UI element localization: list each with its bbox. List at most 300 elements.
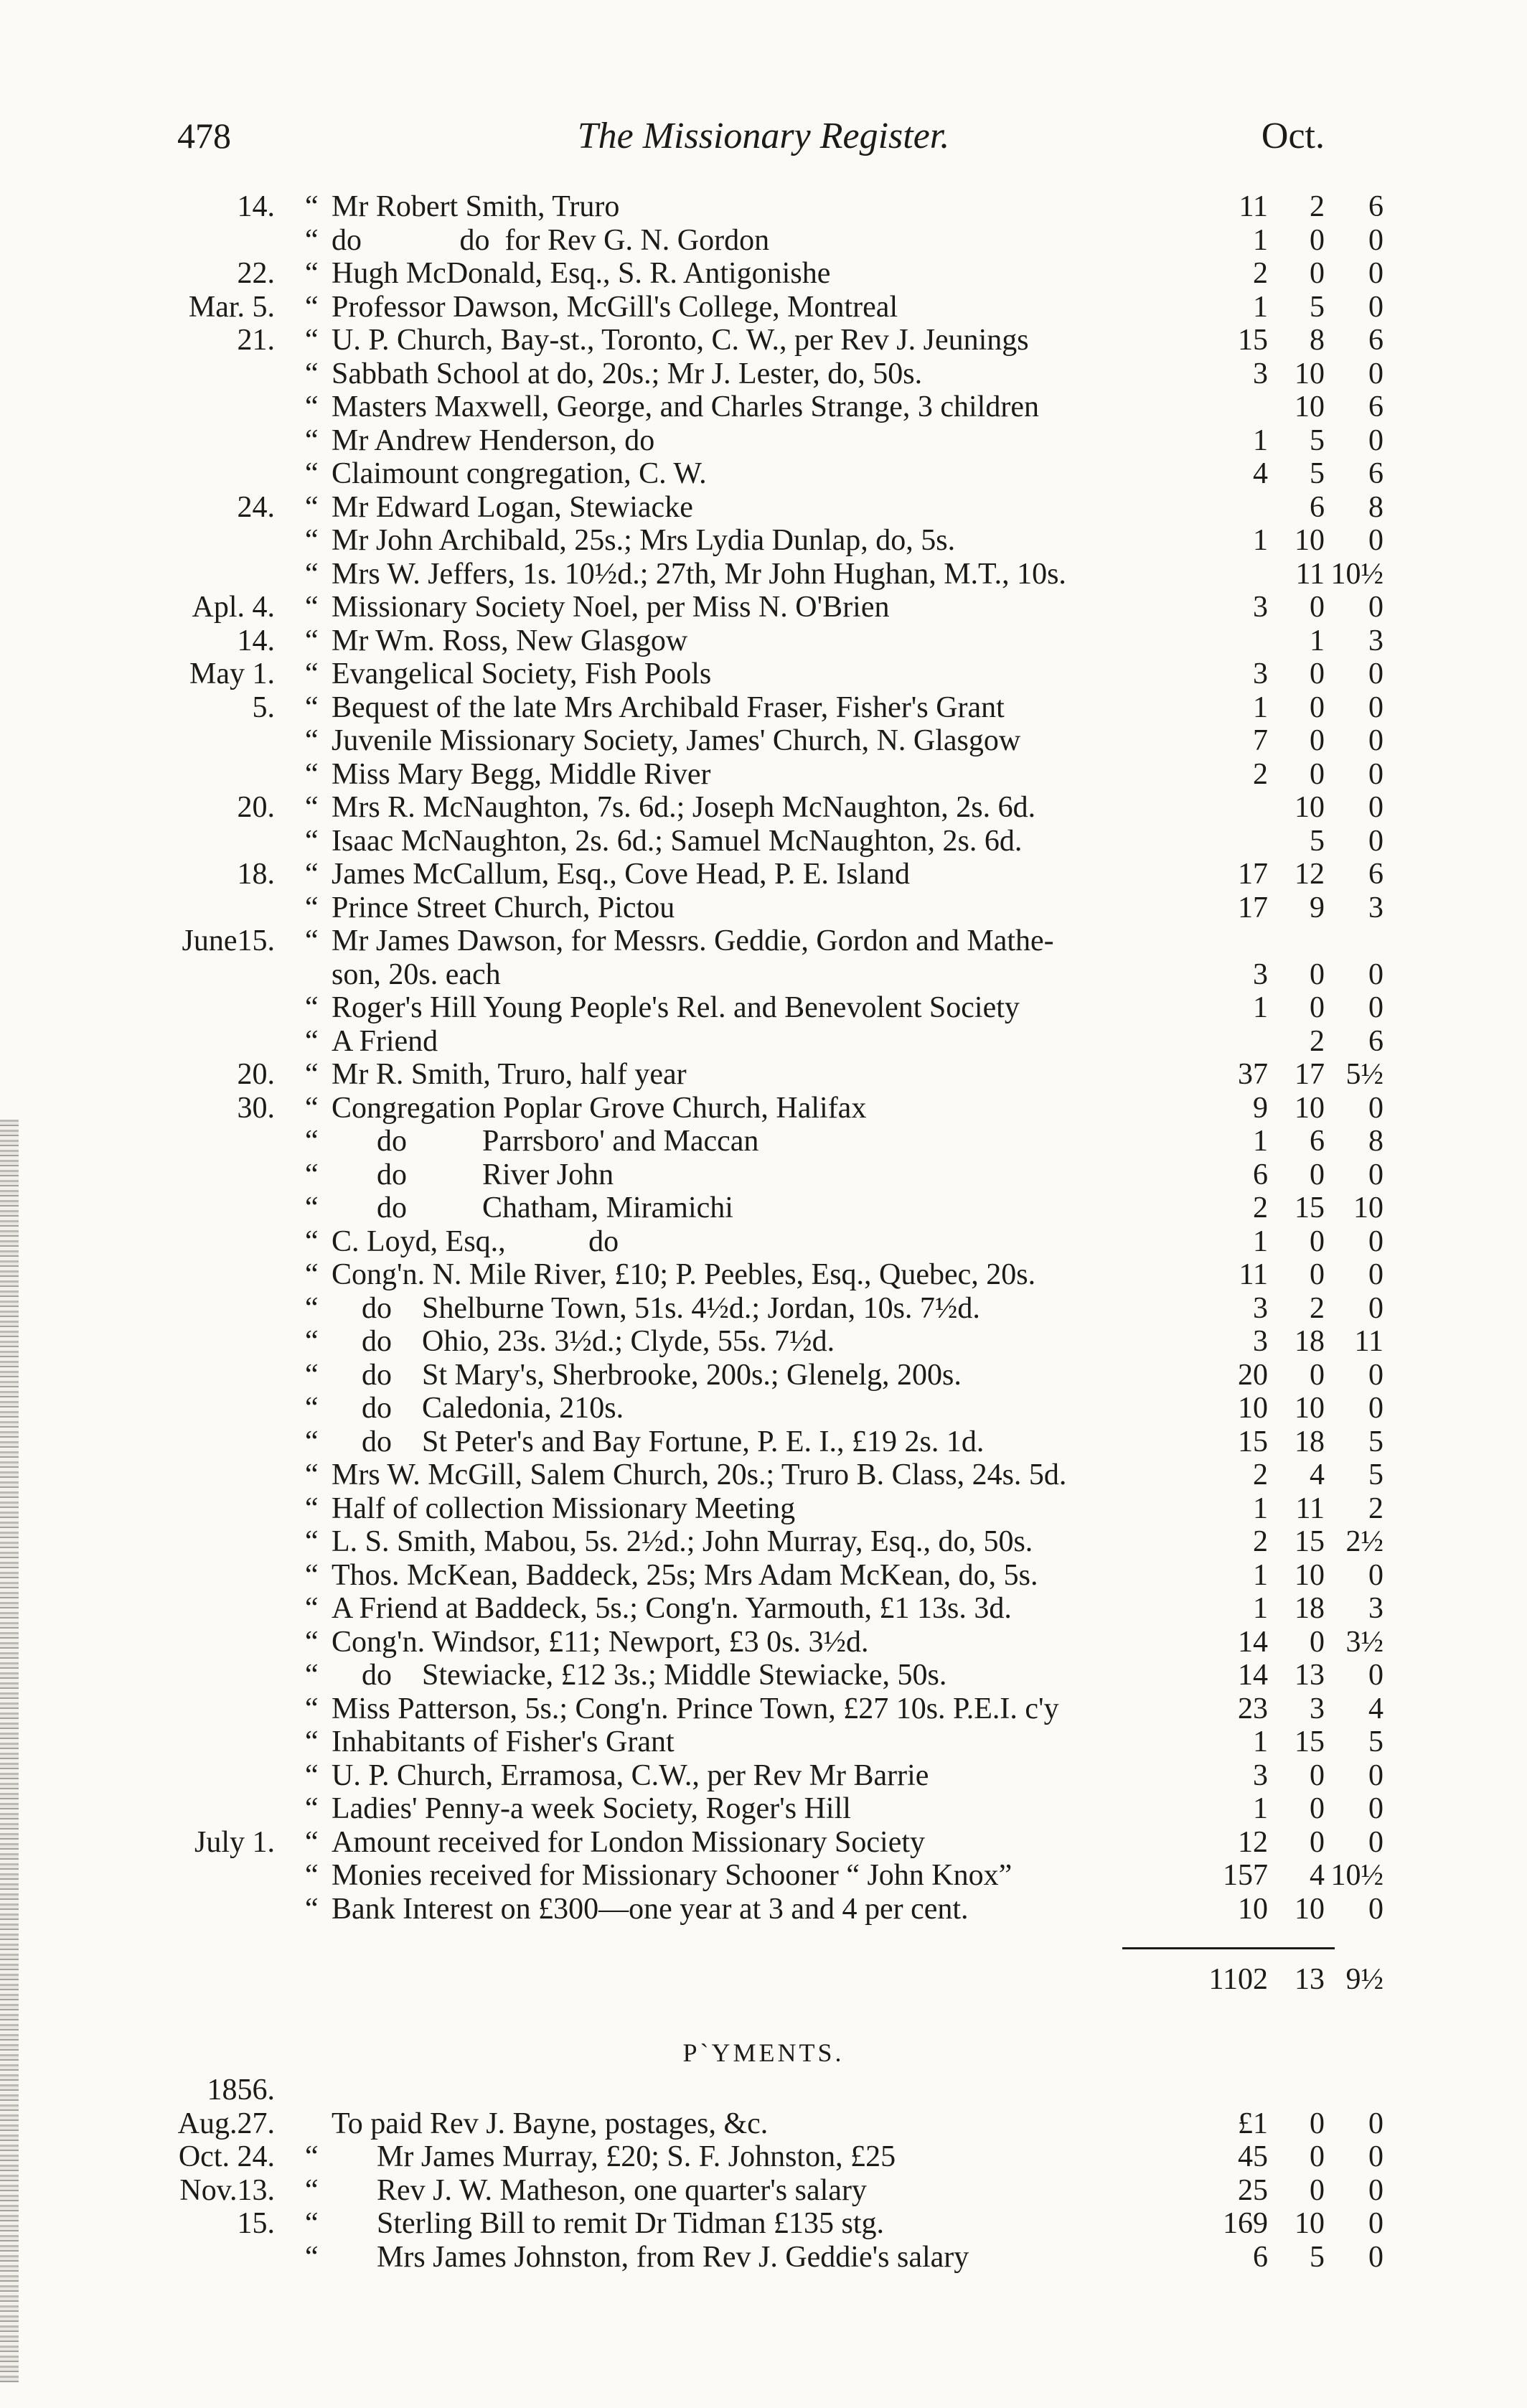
ledger-row bbox=[0, 1859, 1527, 1892]
ditto-mark: “ bbox=[305, 1892, 319, 1926]
ditto-mark: “ bbox=[305, 1491, 319, 1525]
amount-pence: 6 bbox=[1368, 1024, 1383, 1058]
amount-shillings: 15 bbox=[1295, 1725, 1325, 1758]
entry-description: Sterling Bill to remit Dr Tidman £135 stg. bbox=[332, 2207, 885, 2240]
entry-description: U. P. Church, Bay-st., Toronto, C. W., per Rev J. Jeunings bbox=[332, 324, 1029, 357]
amount-pounds: 1 bbox=[1253, 1491, 1268, 1525]
ditto-mark: “ bbox=[305, 1592, 319, 1625]
amount-shillings: 0 bbox=[1310, 1358, 1325, 1392]
ditto-mark: “ bbox=[305, 1191, 319, 1224]
entry-description: Masters Maxwell, George, and Charles Strange, 3 children bbox=[332, 390, 1039, 423]
ditto-mark: “ bbox=[305, 657, 319, 690]
ditto-mark: “ bbox=[305, 1525, 319, 1558]
entry-description: A Friend bbox=[332, 1024, 438, 1058]
ditto-mark: “ bbox=[305, 690, 319, 724]
ditto-mark: “ bbox=[305, 1692, 319, 1725]
amount-pounds: 9 bbox=[1253, 1091, 1268, 1125]
amount-shillings: 9 bbox=[1310, 891, 1325, 924]
amount-pence: 0 bbox=[1368, 2107, 1383, 2140]
entry-description: do Parrsboro' and Maccan bbox=[332, 1125, 759, 1158]
amount-pounds: 20 bbox=[1238, 1358, 1268, 1392]
amount-shillings: 8 bbox=[1310, 324, 1325, 357]
entry-description: Rev J. W. Matheson, one quarter's salary bbox=[332, 2173, 867, 2207]
ditto-mark: “ bbox=[305, 457, 319, 490]
amount-pounds: 17 bbox=[1238, 891, 1268, 924]
entry-description: Mr Edward Logan, Stewiacke bbox=[332, 490, 693, 524]
amount-pence: 0 bbox=[1368, 757, 1383, 791]
amount-pence: 0 bbox=[1368, 290, 1383, 324]
ditto-mark: “ bbox=[305, 724, 319, 757]
ditto-mark: “ bbox=[305, 1758, 319, 1792]
amount-pence: 0 bbox=[1368, 2140, 1383, 2173]
entry-description: C. Loyd, Esq., do bbox=[332, 1224, 619, 1258]
ledger-row bbox=[0, 825, 1527, 858]
entry-description: do Ohio, 23s. 3½d.; Clyde, 55s. 7½d. bbox=[332, 1325, 835, 1358]
ledger-row bbox=[0, 2107, 1527, 2140]
ledger-row bbox=[0, 1025, 1527, 1058]
amount-pence: 0 bbox=[1368, 1258, 1383, 1291]
ledger-row bbox=[0, 2140, 1527, 2173]
ditto-mark: “ bbox=[305, 1725, 319, 1758]
amount-pounds: 6 bbox=[1253, 2240, 1268, 2274]
amount-pence: 0 bbox=[1368, 1224, 1383, 1258]
amount-shillings: 0 bbox=[1310, 1158, 1325, 1191]
entry-description: Mrs W. Jeffers, 1s. 10½d.; 27th, Mr John Hughan, M.T., 10s. bbox=[332, 557, 1066, 591]
amount-shillings: 10 bbox=[1295, 390, 1325, 423]
amount-pounds: 3 bbox=[1253, 1325, 1268, 1358]
ditto-mark: “ bbox=[305, 991, 319, 1024]
ledger-row bbox=[0, 558, 1527, 591]
amount-shillings: 15 bbox=[1295, 1191, 1325, 1224]
ledger-row bbox=[0, 1592, 1527, 1625]
ditto-mark: “ bbox=[305, 1859, 319, 1892]
amount-pounds: 4 bbox=[1253, 457, 1268, 490]
entry-description: do St Peter's and Bay Fortune, P. E. I., £19 2s. 1d. bbox=[332, 1425, 985, 1458]
ledger-row bbox=[0, 457, 1527, 490]
amount-pence: 0 bbox=[1368, 1659, 1383, 1692]
entry-date: Aug.27. bbox=[177, 2107, 275, 2140]
amount-pence: 6 bbox=[1368, 324, 1383, 357]
amount-shillings: 0 bbox=[1310, 1825, 1325, 1859]
ledger-row bbox=[0, 1292, 1527, 1325]
entry-description: Hugh McDonald, Esq., S. R. Antigonishe bbox=[332, 257, 831, 290]
amount-shillings: 4 bbox=[1310, 1458, 1325, 1491]
amount-pounds: 17 bbox=[1238, 858, 1268, 891]
ditto-mark: “ bbox=[305, 1291, 319, 1325]
amount-pounds: 25 bbox=[1238, 2173, 1268, 2207]
entry-description: Congregation Poplar Grove Church, Halifax bbox=[332, 1091, 867, 1125]
payments-heading: P`YMENTS. bbox=[682, 2038, 845, 2067]
amount-pounds: 2 bbox=[1253, 1525, 1268, 1558]
entry-description: Mr R. Smith, Truro, half year bbox=[332, 1058, 687, 1091]
amount-shillings: 0 bbox=[1310, 690, 1325, 724]
amount-shillings: 18 bbox=[1295, 1592, 1325, 1625]
amount-shillings: 12 bbox=[1295, 858, 1325, 891]
amount-pence: 0 bbox=[1368, 357, 1383, 390]
amount-pence: 0 bbox=[1368, 690, 1383, 724]
ledger-row bbox=[0, 657, 1527, 690]
ledger-row bbox=[0, 2074, 1527, 2107]
amount-pence: 0 bbox=[1368, 1091, 1383, 1125]
ditto-mark: “ bbox=[305, 858, 319, 891]
entry-description: do Shelburne Town, 51s. 4½d.; Jordan, 10s. 7½d. bbox=[332, 1291, 980, 1325]
amount-shillings: 2 bbox=[1310, 190, 1325, 223]
ditto-mark: “ bbox=[305, 1125, 319, 1158]
ledger-row bbox=[0, 1191, 1527, 1224]
amount-pence: 0 bbox=[1368, 2207, 1383, 2240]
amount-shillings: 2 bbox=[1310, 1291, 1325, 1325]
ledger-row bbox=[0, 1425, 1527, 1458]
ledger-row bbox=[0, 891, 1527, 924]
amount-shillings: 0 bbox=[1310, 657, 1325, 690]
amount-pounds: 1 bbox=[1253, 290, 1268, 324]
amount-pounds: 2 bbox=[1253, 1191, 1268, 1224]
amount-pence: 0 bbox=[1368, 957, 1383, 991]
ditto-mark: “ bbox=[305, 257, 319, 290]
amount-pence: 0 bbox=[1368, 1792, 1383, 1825]
amount-shillings: 0 bbox=[1310, 1625, 1325, 1659]
entry-description: Missionary Society Noel, per Miss N. O'Brien bbox=[332, 591, 890, 624]
amount-shillings: 0 bbox=[1310, 724, 1325, 757]
ledger-row bbox=[0, 1792, 1527, 1825]
entry-description: Juvenile Missionary Society, James' Church, N. Glasgow bbox=[332, 724, 1021, 757]
amount-pounds: 1 bbox=[1253, 1592, 1268, 1625]
ditto-mark: “ bbox=[305, 324, 319, 357]
ledger-row bbox=[0, 1158, 1527, 1191]
amount-pounds: 15 bbox=[1238, 324, 1268, 357]
amount-shillings: 0 bbox=[1310, 1758, 1325, 1792]
ditto-mark: “ bbox=[305, 1558, 319, 1592]
amount-pence: 0 bbox=[1368, 1892, 1383, 1926]
ditto-mark: “ bbox=[305, 2207, 319, 2240]
entry-description: do Chatham, Miramichi bbox=[332, 1191, 733, 1224]
amount-pounds: 3 bbox=[1253, 1758, 1268, 1792]
entry-description: U. P. Church, Erramosa, C.W., per Rev Mr Barrie bbox=[332, 1758, 929, 1792]
ditto-mark: “ bbox=[305, 423, 319, 457]
entry-description: Claimount congregation, C. W. bbox=[332, 457, 707, 490]
page-title: The Missionary Register. bbox=[577, 116, 950, 156]
amount-pounds: 1 bbox=[1253, 1224, 1268, 1258]
ditto-mark: “ bbox=[305, 1625, 319, 1659]
entry-date: 22. bbox=[237, 257, 275, 290]
total-rule bbox=[1122, 1947, 1335, 1949]
amount-pence: 0 bbox=[1368, 591, 1383, 624]
amount-shillings: 0 bbox=[1310, 2173, 1325, 2207]
entry-description: Bequest of the late Mrs Archibald Fraser, Fisher's Grant bbox=[332, 690, 1005, 724]
entry-description: A Friend at Baddeck, 5s.; Cong'n. Yarmouth, £1 13s. 3d. bbox=[332, 1592, 1012, 1625]
amount-pence: 0 bbox=[1368, 991, 1383, 1024]
entry-date: 20. bbox=[237, 1058, 275, 1091]
ledger-row bbox=[0, 291, 1527, 324]
ledger-row bbox=[0, 2174, 1527, 2207]
amount-pence: 6 bbox=[1368, 457, 1383, 490]
amount-shillings: 6 bbox=[1310, 490, 1325, 524]
entry-description: Cong'n. Windsor, £11; Newport, £3 0s. 3½d. bbox=[332, 1625, 869, 1659]
ledger-row bbox=[0, 791, 1527, 824]
entry-description: do do for Rev G. N. Gordon bbox=[332, 223, 770, 257]
amount-shillings: 6 bbox=[1310, 1125, 1325, 1158]
amount-pence: 6 bbox=[1368, 190, 1383, 223]
amount-pounds: 3 bbox=[1253, 657, 1268, 690]
amount-pounds: 3 bbox=[1253, 1291, 1268, 1325]
ditto-mark: “ bbox=[305, 1792, 319, 1825]
amount-pence: 0 bbox=[1368, 1825, 1383, 1859]
amount-pounds: 15 bbox=[1238, 1425, 1268, 1458]
amount-pounds: 1 bbox=[1253, 524, 1268, 557]
ditto-mark: “ bbox=[305, 223, 319, 257]
ledger-row bbox=[0, 324, 1527, 357]
amount-shillings: 10 bbox=[1295, 1892, 1325, 1926]
amount-pence: 0 bbox=[1368, 1358, 1383, 1392]
ledger-row bbox=[0, 591, 1527, 624]
ledger-row bbox=[0, 724, 1527, 757]
amount-pence: 10½ bbox=[1330, 1859, 1383, 1892]
ditto-mark: “ bbox=[305, 357, 319, 390]
amount-shillings: 5 bbox=[1310, 457, 1325, 490]
entry-date: Oct. 24. bbox=[178, 2140, 275, 2173]
ditto-mark: “ bbox=[305, 1392, 319, 1425]
ditto-mark: “ bbox=[305, 1024, 319, 1058]
amount-pounds: £1 bbox=[1238, 2107, 1268, 2140]
ledger-row bbox=[0, 624, 1527, 657]
amount-shillings: 1 bbox=[1310, 624, 1325, 657]
amount-pence: 0 bbox=[1368, 1392, 1383, 1425]
ditto-mark: “ bbox=[305, 1224, 319, 1258]
ditto-mark: “ bbox=[305, 290, 319, 324]
ledger-row bbox=[0, 190, 1527, 223]
amount-shillings: 0 bbox=[1310, 2107, 1325, 2140]
amount-shillings: 18 bbox=[1295, 1325, 1325, 1358]
ditto-mark: “ bbox=[305, 1659, 319, 1692]
entry-description: Miss Patterson, 5s.; Cong'n. Prince Town, £27 10s. P.E.I. c'y bbox=[332, 1692, 1059, 1725]
entry-description: Roger's Hill Young People's Rel. and Benevolent Society bbox=[332, 991, 1020, 1024]
ditto-mark: “ bbox=[305, 824, 319, 858]
page-month: Oct. bbox=[1261, 116, 1325, 156]
amount-shillings: 5 bbox=[1310, 290, 1325, 324]
ledger-row bbox=[0, 491, 1527, 524]
amount-shillings: 18 bbox=[1295, 1425, 1325, 1458]
ditto-mark: “ bbox=[305, 2140, 319, 2173]
total-row bbox=[0, 1963, 1527, 1996]
ledger-row bbox=[0, 257, 1527, 290]
entry-description: Ladies' Penny-a week Society, Roger's Hill bbox=[332, 1792, 851, 1825]
entry-description: Isaac McNaughton, 2s. 6d.; Samuel McNaughton, 2s. 6d. bbox=[332, 824, 1023, 858]
amount-pounds: 7 bbox=[1253, 724, 1268, 757]
entry-date: 24. bbox=[237, 490, 275, 524]
amount-pounds: 1 bbox=[1253, 223, 1268, 257]
ditto-mark: “ bbox=[305, 1425, 319, 1458]
amount-pounds: 3 bbox=[1253, 957, 1268, 991]
ledger-row bbox=[0, 758, 1527, 791]
ledger-row bbox=[0, 1759, 1527, 1792]
amount-pounds: 14 bbox=[1238, 1625, 1268, 1659]
ledger-row bbox=[0, 524, 1527, 557]
ledger-row bbox=[0, 924, 1527, 957]
amount-pounds: 3 bbox=[1253, 591, 1268, 624]
entry-date: June15. bbox=[182, 924, 275, 957]
amount-pence: 11 bbox=[1354, 1325, 1383, 1358]
entry-description: Prince Street Church, Pictou bbox=[332, 891, 675, 924]
amount-pence: 5 bbox=[1368, 1458, 1383, 1491]
amount-shillings: 0 bbox=[1310, 757, 1325, 791]
entry-date: May 1. bbox=[189, 657, 275, 690]
ditto-mark: “ bbox=[305, 624, 319, 657]
amount-pounds: 1 bbox=[1253, 1558, 1268, 1592]
total-pence: 9½ bbox=[1345, 1963, 1383, 1996]
entry-description: Mr James Murray, £20; S. F. Johnston, £25 bbox=[332, 2140, 896, 2173]
amount-shillings: 10 bbox=[1295, 1091, 1325, 1125]
ditto-mark: “ bbox=[305, 1325, 319, 1358]
amount-shillings: 11 bbox=[1295, 1491, 1325, 1525]
entry-description: Mrs R. McNaughton, 7s. 6d.; Joseph McNaughton, 2s. 6d. bbox=[332, 791, 1036, 824]
page-number: 478 bbox=[177, 116, 231, 156]
entry-description: Mr Andrew Henderson, do bbox=[332, 423, 655, 457]
entry-date: 30. bbox=[237, 1091, 275, 1125]
ditto-mark: “ bbox=[305, 1258, 319, 1291]
amount-shillings: 5 bbox=[1310, 824, 1325, 858]
amount-pence: 10 bbox=[1353, 1191, 1383, 1224]
amount-pounds: 12 bbox=[1238, 1825, 1268, 1859]
entry-date: 14. bbox=[237, 624, 275, 657]
ledger-row bbox=[0, 1058, 1527, 1091]
amount-pounds: 3 bbox=[1253, 357, 1268, 390]
ledger-row bbox=[0, 1659, 1527, 1692]
entry-date: July 1. bbox=[194, 1825, 275, 1859]
amount-shillings: 11 bbox=[1295, 557, 1325, 591]
entry-description: Bank Interest on £300—one year at 3 and 4 per cent. bbox=[332, 1892, 969, 1926]
amount-pounds: 6 bbox=[1253, 1158, 1268, 1191]
amount-pence: 4 bbox=[1368, 1692, 1383, 1725]
amount-shillings: 0 bbox=[1310, 223, 1325, 257]
ditto-mark: “ bbox=[305, 557, 319, 591]
ledger-row bbox=[0, 991, 1527, 1024]
amount-shillings: 0 bbox=[1310, 257, 1325, 290]
amount-shillings: 10 bbox=[1295, 2207, 1325, 2240]
amount-shillings: 3 bbox=[1310, 1692, 1325, 1725]
ledger-row bbox=[0, 2241, 1527, 2274]
amount-pence: 0 bbox=[1368, 223, 1383, 257]
amount-pence: 0 bbox=[1368, 657, 1383, 690]
ditto-mark: “ bbox=[305, 891, 319, 924]
entry-description: Half of collection Missionary Meeting bbox=[332, 1491, 796, 1525]
amount-pounds: 2 bbox=[1253, 1458, 1268, 1491]
ledger-row bbox=[0, 1725, 1527, 1758]
ditto-mark: “ bbox=[305, 757, 319, 791]
total-shillings: 13 bbox=[1295, 1963, 1325, 1996]
amount-pence: 5 bbox=[1368, 1425, 1383, 1458]
amount-pounds: 10 bbox=[1238, 1892, 1268, 1926]
ledger-row bbox=[0, 1258, 1527, 1291]
entry-date: 15. bbox=[237, 2207, 275, 2240]
amount-pounds: 1 bbox=[1253, 991, 1268, 1024]
ledger-row bbox=[0, 1893, 1527, 1926]
entry-description: son, 20s. each bbox=[332, 957, 501, 991]
amount-pounds: 10 bbox=[1238, 1392, 1268, 1425]
ditto-mark: “ bbox=[305, 1158, 319, 1191]
ledger-row bbox=[0, 1826, 1527, 1859]
amount-shillings: 10 bbox=[1295, 524, 1325, 557]
ledger-row bbox=[0, 958, 1527, 991]
total-pounds: 1102 bbox=[1208, 1963, 1268, 1996]
ledger-row bbox=[0, 2207, 1527, 2240]
entry-description: Evangelical Society, Fish Pools bbox=[332, 657, 712, 690]
entry-description: Mr John Archibald, 25s.; Mrs Lydia Dunlap, do, 5s. bbox=[332, 524, 956, 557]
amount-pounds: 2 bbox=[1253, 757, 1268, 791]
entry-description: James McCallum, Esq., Cove Head, P. E. Island bbox=[332, 858, 911, 891]
ledger-row bbox=[0, 1125, 1527, 1158]
ledger-row bbox=[0, 1325, 1527, 1358]
entry-description: Amount received for London Missionary Society bbox=[332, 1825, 925, 1859]
entry-description: do St Mary's, Sherbrooke, 200s.; Glenelg, 200s. bbox=[332, 1358, 962, 1392]
ditto-mark: “ bbox=[305, 524, 319, 557]
ledger-row bbox=[0, 1458, 1527, 1491]
ditto-mark: “ bbox=[305, 190, 319, 223]
amount-pence: 0 bbox=[1368, 1758, 1383, 1792]
entry-date: 18. bbox=[237, 858, 275, 891]
entry-date: 1856. bbox=[207, 2074, 275, 2107]
ditto-mark: “ bbox=[305, 490, 319, 524]
amount-shillings: 5 bbox=[1310, 423, 1325, 457]
amount-pence: 0 bbox=[1368, 524, 1383, 557]
amount-shillings: 0 bbox=[1310, 1258, 1325, 1291]
amount-pence: 0 bbox=[1368, 1291, 1383, 1325]
ditto-mark: “ bbox=[305, 924, 319, 957]
entry-description: Thos. McKean, Baddeck, 25s; Mrs Adam McKean, do, 5s. bbox=[332, 1558, 1038, 1592]
amount-pence: 6 bbox=[1368, 390, 1383, 423]
entry-date: 21. bbox=[237, 324, 275, 357]
amount-pounds: 37 bbox=[1238, 1058, 1268, 1091]
entry-description: Mrs W. McGill, Salem Church, 20s.; Truro B. Class, 24s. 5d. bbox=[332, 1458, 1067, 1491]
amount-pounds: 11 bbox=[1239, 1258, 1268, 1291]
entry-description: do Stewiacke, £12 3s.; Middle Stewiacke, 50s. bbox=[332, 1659, 947, 1692]
entry-description: To paid Rev J. Bayne, postages, &c. bbox=[332, 2107, 769, 2140]
ditto-mark: “ bbox=[305, 2173, 319, 2207]
amount-pence: 2½ bbox=[1345, 1525, 1383, 1558]
page-header bbox=[0, 115, 1527, 165]
amount-pence: 5½ bbox=[1345, 1058, 1383, 1091]
entry-description: Mr James Dawson, for Messrs. Geddie, Gordon and Mathe- bbox=[332, 924, 1054, 957]
ledger-row bbox=[0, 357, 1527, 390]
amount-pence: 0 bbox=[1368, 1158, 1383, 1191]
amount-pence: 0 bbox=[1368, 2240, 1383, 2274]
entry-description: L. S. Smith, Mabou, 5s. 2½d.; John Murray, Esq., do, 50s. bbox=[332, 1525, 1033, 1558]
entry-description: Sabbath School at do, 20s.; Mr J. Lester, do, 50s. bbox=[332, 357, 923, 390]
amount-pence: 10½ bbox=[1330, 557, 1383, 591]
amount-pounds: 1 bbox=[1253, 1725, 1268, 1758]
ledger-row bbox=[0, 1492, 1527, 1525]
ledger-row bbox=[0, 1392, 1527, 1425]
ledger-row bbox=[0, 1525, 1527, 1558]
ditto-mark: “ bbox=[305, 1825, 319, 1859]
entry-description: do River John bbox=[332, 1158, 614, 1191]
amount-pounds: 1 bbox=[1253, 423, 1268, 457]
amount-shillings: 10 bbox=[1295, 791, 1325, 824]
amount-pounds: 11 bbox=[1239, 190, 1268, 223]
entry-date: Apl. 4. bbox=[192, 591, 275, 624]
entry-date: Mar. 5. bbox=[188, 290, 275, 324]
amount-pence: 8 bbox=[1368, 1125, 1383, 1158]
ledger-row bbox=[0, 691, 1527, 724]
entry-date: Nov.13. bbox=[179, 2173, 275, 2207]
entry-date: 20. bbox=[237, 791, 275, 824]
amount-pence: 0 bbox=[1368, 257, 1383, 290]
ledger-row bbox=[0, 1225, 1527, 1258]
ledger-row bbox=[0, 224, 1527, 257]
amount-pounds: 1 bbox=[1253, 1125, 1268, 1158]
amount-shillings: 0 bbox=[1310, 991, 1325, 1024]
ditto-mark: “ bbox=[305, 1358, 319, 1392]
amount-pounds: 2 bbox=[1253, 257, 1268, 290]
